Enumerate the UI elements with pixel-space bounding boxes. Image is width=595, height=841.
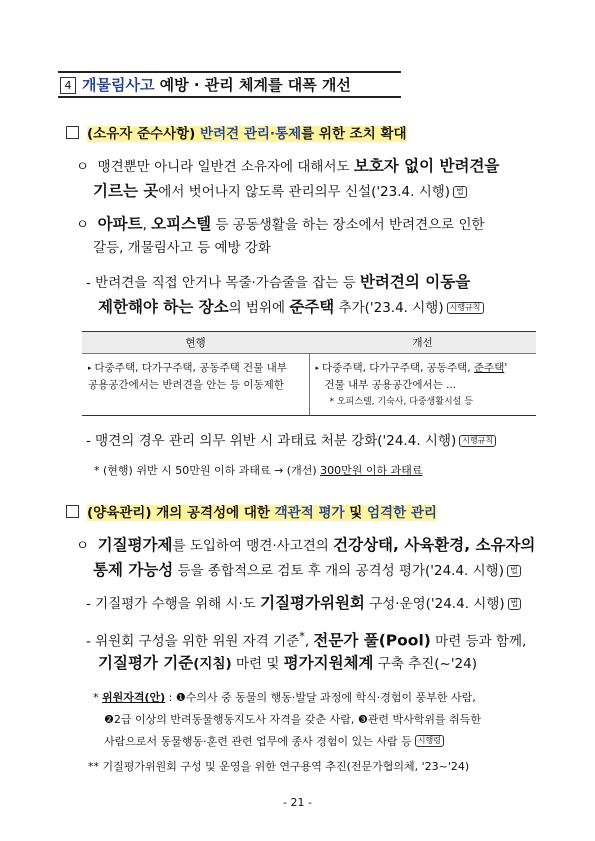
section2-title-part2: 객관적 평가 — [274, 505, 345, 521]
table-header-improve: 개선 — [309, 332, 536, 354]
heading-text: 예방 · 관리 체계를 대폭 개선 — [154, 76, 351, 94]
sub1-emphasis: 반려견의 이동을 — [359, 273, 471, 291]
sub2-text: 맹견의 경우 관리 의무 위반 시 과태료 처분 강화('24.4. 시행) — [95, 433, 457, 449]
note1-line3 — [104, 733, 444, 749]
section1-title-part2: 반려견 관리·통제 — [200, 126, 302, 142]
dash-marker: - — [86, 275, 91, 291]
section1-sub1-line1 — [86, 273, 470, 292]
section1-sub1-line2 — [98, 298, 484, 317]
sub1-text: 반려견을 직접 안거나 목줄·가슴줄을 잡는 등 — [95, 275, 360, 291]
section2-sub2-line2 — [98, 654, 477, 673]
section2-sub1 — [86, 594, 521, 613]
section2-bullet1-line1 — [76, 536, 535, 555]
note1-text: : ❶수의사 중 동물의 행동·발달 과정에 학식·경험이 풍부한 사람, — [165, 691, 476, 704]
sub1-text2: 의 범위에 — [228, 300, 290, 316]
triangle-bullet-icon: ▸ — [88, 364, 92, 372]
improve-text1: 다중주택, 다가구주택, 공동주택, — [322, 362, 474, 374]
section2-title — [66, 501, 437, 521]
section1-title-part1: (소유자 준수사항) — [87, 126, 201, 142]
dash-marker: - — [86, 596, 91, 612]
section2-title-part3: 및 — [344, 505, 367, 521]
improve-line2: 건물 내부 공용공간에서는 ... — [324, 379, 457, 391]
current-text1: 다중주택, 다가구주택, 공동주택 건물 내부 — [94, 362, 287, 374]
heading-top-rule — [58, 71, 401, 73]
current-line1 — [88, 360, 305, 377]
section-heading — [60, 74, 351, 95]
section1-bullet1-line2 — [93, 182, 467, 201]
table-header-row — [82, 332, 536, 354]
sub1-emphasis3: 준주택 — [289, 298, 335, 316]
law-tag: 법 — [507, 565, 521, 577]
dash-marker: - — [86, 433, 91, 449]
section1-sub2 — [86, 432, 496, 450]
s2-sub2-text2: 마련 등과 함께, — [430, 633, 527, 650]
section1-sub2-note — [94, 462, 423, 478]
dash-marker: - — [86, 633, 91, 650]
section1-bullet2-line1 — [76, 215, 485, 234]
page-number: - 21 - — [283, 796, 312, 809]
section2-bullet1-line2 — [93, 561, 521, 580]
section1-title — [66, 122, 407, 142]
law-tag: 법 — [453, 186, 467, 198]
s2-sub2-emphasis: 전문가 풀(Pool) — [313, 631, 431, 650]
s2-sub2-comma: , — [304, 633, 314, 650]
footnote-marker: * — [299, 630, 305, 643]
bullet-marker: ㅇ — [76, 538, 90, 554]
s2-sub2-text: 위원회 구성을 위한 위원 자격 기준 — [95, 633, 300, 650]
section2-title-part1: (양육관리) 개의 공격성에 대한 — [87, 505, 275, 521]
note1-line1 — [93, 689, 476, 705]
bullet1-emphasis2: 기르는 곳 — [93, 182, 159, 200]
section2-checkbox — [66, 505, 79, 518]
bullet2-emphasis-officetel: 오피스텔 — [151, 215, 212, 233]
s2-bullet1-emphasis2: 건강상태, 사육환경, 소유자의 — [333, 536, 536, 554]
sub2-note-text: * (현행) 위반 시 50만원 이하 과태료 → (개선) — [94, 464, 321, 477]
enforcement-rule-tag: 시행규칙 — [459, 435, 496, 447]
bullet1-text2: 에서 벗어나지 않도록 관리의무 신설('23.4. 시행) — [158, 184, 451, 200]
s2-bullet1-emphasis3: 통제 가능성 — [93, 561, 174, 579]
section2-sub2-line1 — [86, 628, 526, 651]
enforcement-rule-tag: 시행규칙 — [447, 302, 484, 314]
improve-mark: ' — [504, 362, 508, 374]
s2-bullet1-text2: 등을 종합적으로 검토 후 개의 공격성 평가('24.4. 시행) — [173, 563, 504, 579]
current-line2: 공용공간에서는 반려견을 안는 등 이동제한 — [88, 379, 284, 391]
decree-tag: 시행령 — [415, 735, 444, 747]
table-header-current: 현행 — [82, 332, 309, 354]
s2-sub2-emphasis3: 평가지원체계 — [283, 654, 374, 672]
section1-bullet1-line1 — [76, 157, 499, 176]
s2-sub2-text3: 마련 및 — [231, 656, 284, 672]
s2-sub2-paren: (지침) — [193, 656, 232, 672]
sub1-emphasis2: 제한해야 하는 장소 — [98, 298, 229, 316]
table-cell-current — [82, 354, 309, 416]
bullet1-text: 맹견뿐만 아니라 일반견 소유자에 대해서도 — [97, 159, 354, 175]
section1-checkbox — [66, 126, 79, 139]
heading-number: 4 — [60, 77, 76, 94]
heading-bottom-rule — [58, 96, 401, 98]
table-cell-improve — [309, 354, 536, 416]
improve-note: * 오피스텔, 기숙사, 다중생활시설 등 — [329, 397, 473, 407]
comparison-table — [82, 331, 536, 416]
improve-line1 — [316, 360, 533, 377]
section1-title-part3: 를 위한 조치 확대 — [301, 126, 407, 142]
note1-text3: 사람으로서 동물행동·훈련 관련 업무에 종사 경험이 있는 사람 등 — [104, 735, 412, 748]
sub1-text3: 추가('23.4. 시행) — [334, 300, 444, 316]
heading-keyword: 개물림사고 — [82, 76, 155, 94]
note1-marker: * — [93, 691, 102, 704]
s2-sub1-emphasis: 기질평가위원회 — [260, 594, 365, 612]
s2-sub2-text4: 구축 추진(~'24) — [373, 656, 477, 672]
improve-underlined: 준주택 — [473, 362, 505, 374]
law-tag: 법 — [508, 598, 522, 610]
section1-bullet2-line2: 갈등, 개물림사고 등 예방 강화 — [93, 240, 271, 256]
note2: ** 기질평가위원회 구성 및 운영을 위한 연구용역 추진(전문가협의체, '23~'24) — [88, 760, 470, 773]
s2-bullet1-text: 를 도입하여 맹견·사고견의 — [172, 538, 334, 554]
s2-sub1-text: 기질평가 수행을 위해 시·도 — [95, 596, 261, 612]
sub2-note-underlined: 300만원 이하 과태료 — [320, 464, 423, 477]
note1-label: 위원자격(안) — [102, 691, 166, 704]
bullet2-text: 등 공동생활을 하는 장소에서 반려견으로 인한 — [211, 217, 485, 233]
bullet-marker: ㅇ — [76, 159, 90, 175]
bullet2-comma: , — [142, 217, 152, 233]
section2-title-part4: 엄격한 관리 — [367, 505, 437, 521]
s2-sub1-text2: 구성·운영('24.4. 시행) — [364, 596, 505, 612]
bullet-marker: ㅇ — [76, 217, 90, 233]
table-row — [82, 354, 536, 416]
triangle-bullet-icon: ▸ — [315, 364, 320, 372]
bullet1-emphasis: 보호자 없이 반려견을 — [353, 157, 500, 175]
s2-bullet1-emphasis: 기질평가제 — [97, 536, 173, 554]
bullet2-emphasis-apartment: 아파트 — [97, 215, 143, 233]
s2-sub2-emphasis2: 기질평가 기준 — [98, 654, 194, 672]
note1-line2: ❷2급 이상의 반려동물행동지도사 자격을 갖춘 사람, ❸관련 박사학위를 취득한 — [104, 713, 481, 726]
